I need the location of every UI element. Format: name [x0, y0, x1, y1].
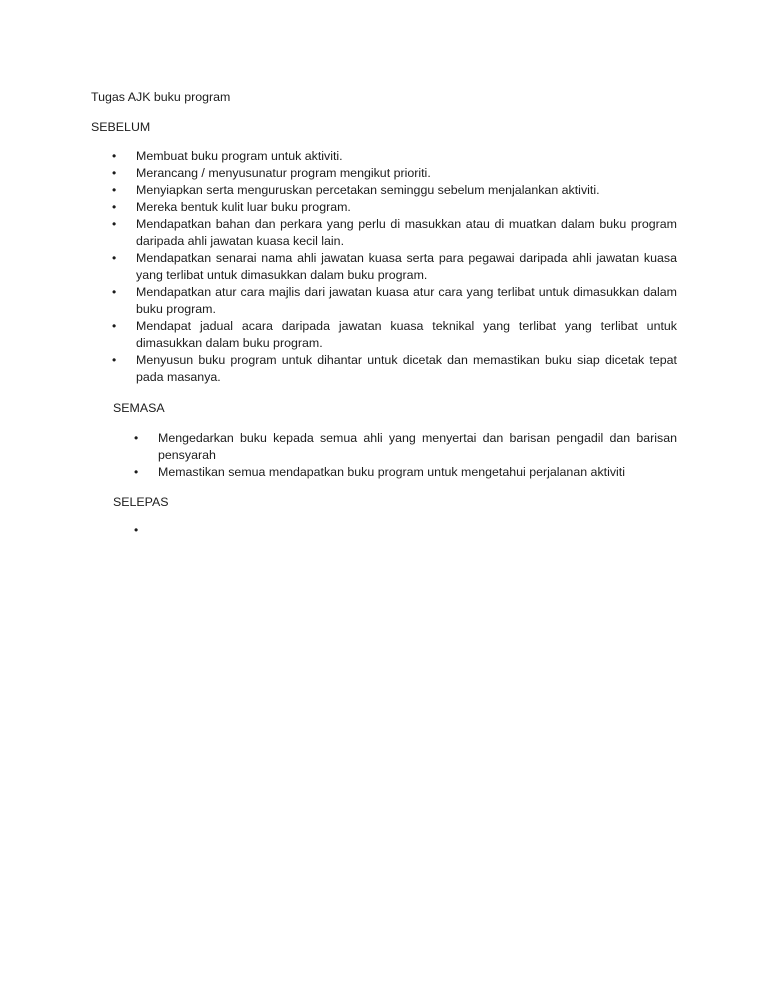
list-item [134, 464, 677, 481]
list-item-text: Mengedarkan buku kepada semua ahli yang menyertai dan barisan pengadil dan barisan pensyarah [158, 431, 677, 462]
bullet-icon: • [112, 251, 117, 265]
list-item [112, 182, 677, 199]
list-item-text: Membuat buku program untuk aktiviti. [136, 149, 343, 163]
list-sebelum [112, 148, 677, 386]
section-heading-semasa: SEMASA [113, 401, 165, 415]
list-item-text: Merancang / menyusunatur program mengikut prioriti. [136, 166, 431, 180]
list-item [112, 284, 677, 318]
section-heading-sebelum: SEBELUM [91, 120, 151, 134]
list-item-text: Mendapatkan bahan dan perkara yang perlu di masukkan atau di muatkan dalam buku program daripada ahli jawatan kuasa kecil lain. [136, 217, 677, 248]
bullet-icon: • [112, 183, 117, 197]
list-item-text: Menyusun buku program untuk dihantar untuk dicetak dan memastikan buku siap dicetak tepat pada masanya. [136, 353, 677, 384]
list-semasa [134, 430, 677, 481]
list-item-text: Mendapat jadual acara daripada jawatan kuasa teknikal yang terlibat yang terlibat untuk dimasukkan dalam buku program. [136, 319, 677, 350]
list-item [112, 165, 677, 182]
list-item [112, 216, 677, 250]
bullet-icon: • [134, 465, 139, 479]
document-title: Tugas AJK buku program [91, 90, 231, 104]
bullet-icon: • [112, 353, 117, 367]
list-item [112, 352, 677, 386]
list-item [112, 318, 677, 352]
bullet-icon: • [112, 166, 117, 180]
bullet-icon: • [112, 319, 117, 333]
bullet-icon: • [112, 149, 117, 163]
bullet-icon: • [112, 217, 117, 231]
list-item-text: Mendapatkan atur cara majlis dari jawatan kuasa atur cara yang terlibat untuk dimasukkan dalam buku program. [136, 285, 677, 316]
section-heading-selepas: SELEPAS [113, 495, 169, 509]
list-item [112, 199, 677, 216]
bullet-icon: • [134, 431, 139, 445]
list-item-text: Memastikan semua mendapatkan buku program untuk mengetahui perjalanan aktiviti [158, 465, 625, 479]
bullet-icon: • [112, 285, 117, 299]
bullet-icon: • [112, 200, 117, 214]
list-item [112, 250, 677, 284]
list-item-text: Mereka bentuk kulit luar buku program. [136, 200, 351, 214]
bullet-icon: • [134, 523, 139, 537]
list-item [112, 148, 677, 165]
list-item-text: Mendapatkan senarai nama ahli jawatan kuasa serta para pegawai daripada ahli jawatan kuasa yang terlibat untuk dimasukkan dalam buku program. [136, 251, 677, 282]
list-item [134, 430, 677, 464]
list-item-text: Menyiapkan serta menguruskan percetakan seminggu sebelum menjalankan aktiviti. [136, 183, 600, 197]
